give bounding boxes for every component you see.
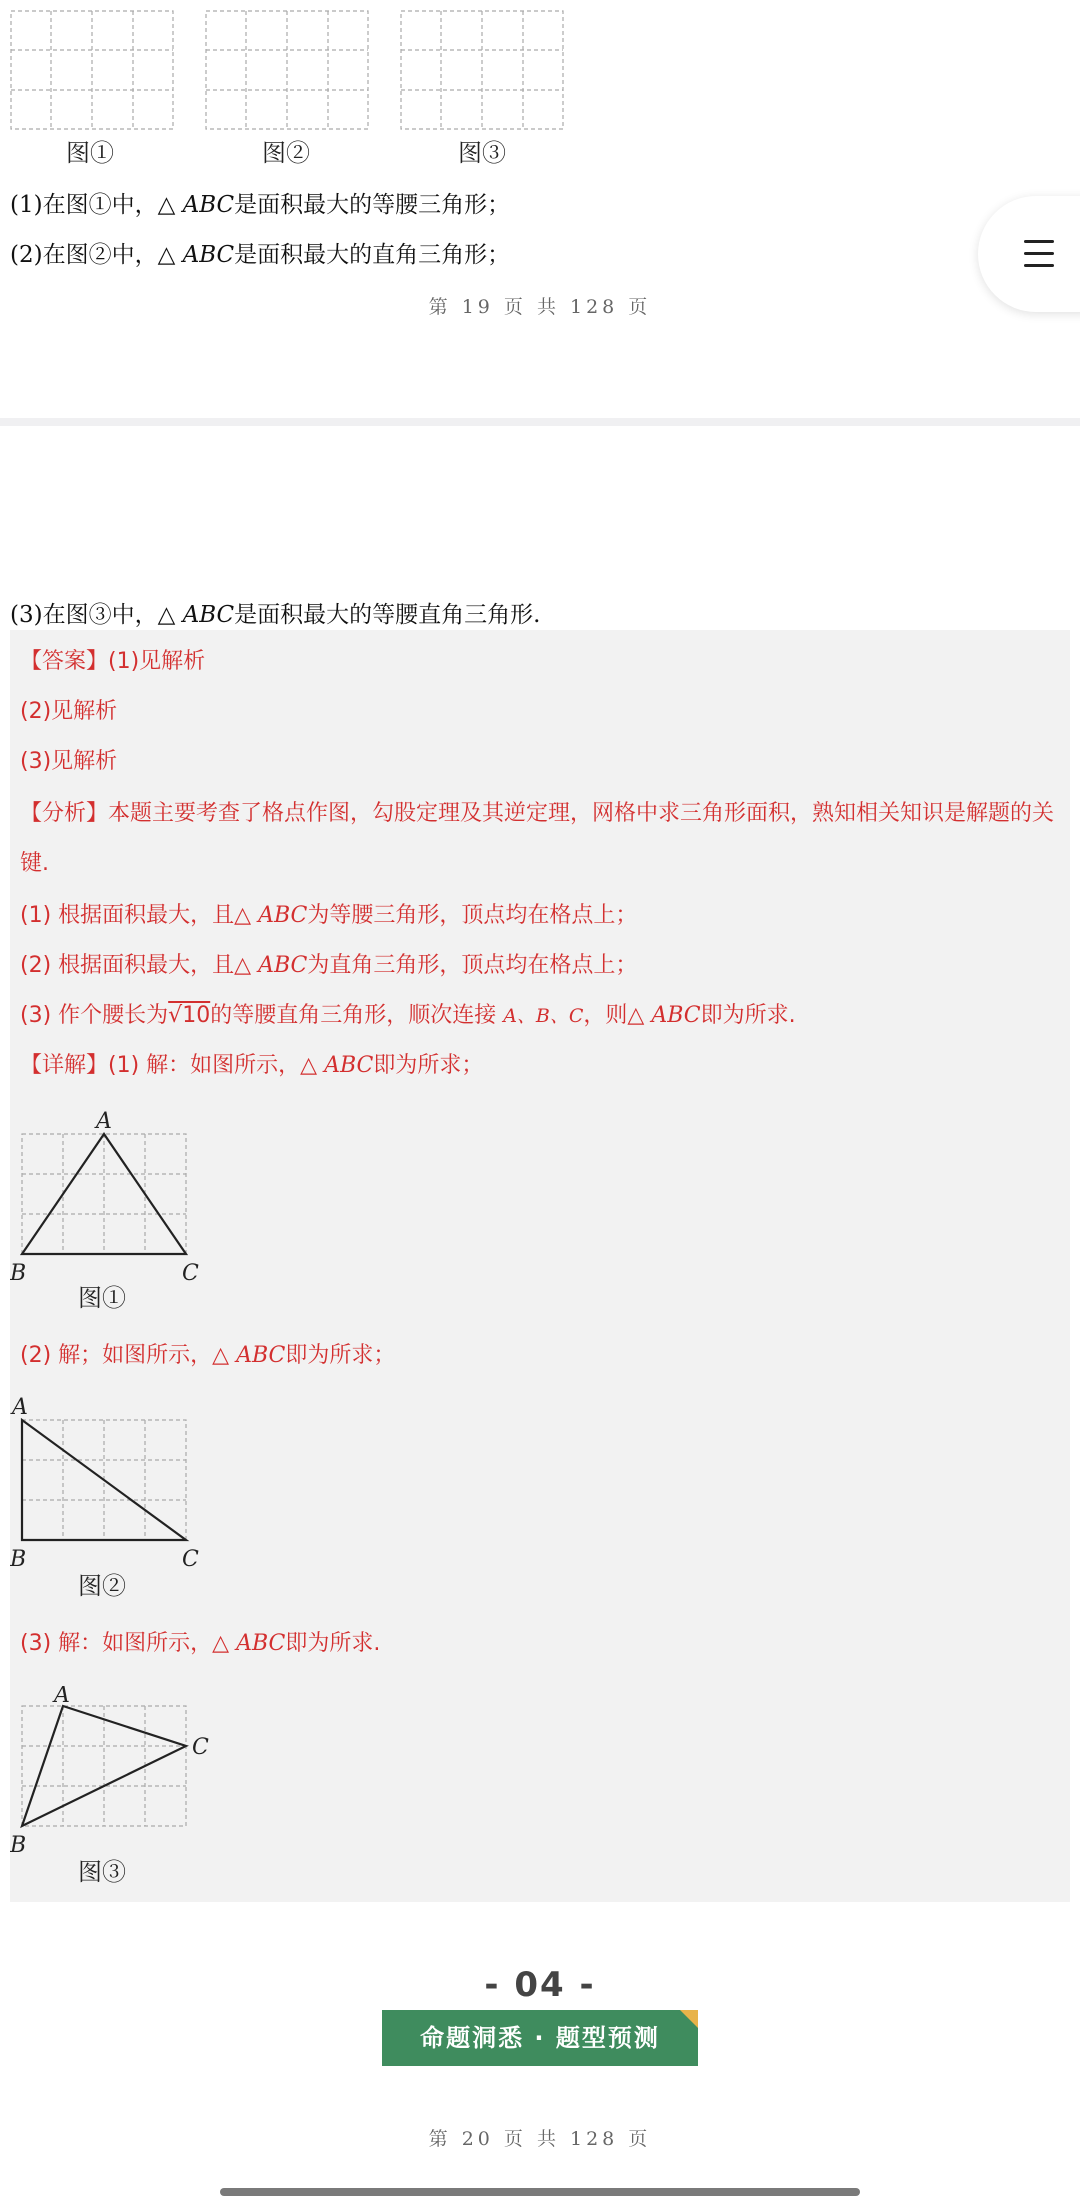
detail-line: 【详解】(1) 解：如图所示，△ ABC即为所求； <box>20 1053 484 1078</box>
analysis-line-1: 【分析】本题主要考查了格点作图，勾股定理及其逆定理，网格中求三角形面积，熟知相关知识是解题的关 <box>20 801 1055 826</box>
empty-grid-2 <box>205 10 369 130</box>
solution-figure-1-label: 图① <box>78 1284 126 1312</box>
fig2-vertex-a: A <box>12 1396 28 1420</box>
solution-figure-2 <box>10 1396 210 1576</box>
solution-figure-3-label: 图③ <box>78 1858 126 1886</box>
analysis-step-1: (1) 根据面积最大，且△ ABC为等腰三角形，顶点均在格点上； <box>20 903 638 928</box>
fig3-vertex-b: B <box>10 1833 27 1856</box>
fig1-vertex-c: C <box>182 1261 199 1286</box>
solution-line-3: (3) 解：如图所示，△ ABC即为所求. <box>20 1631 381 1656</box>
solution-line-2: (2) 解；如图所示，△ ABC即为所求； <box>20 1343 396 1368</box>
solution-figure-2-label: 图② <box>78 1572 126 1600</box>
empty-grid-1 <box>10 10 174 130</box>
section-number: - 04 - <box>484 1965 596 2005</box>
section-banner <box>382 2010 698 2066</box>
fig2-vertex-c: C <box>182 1547 199 1572</box>
figure-label-3: 图③ <box>458 139 506 167</box>
answer-line-3: (3)见解析 <box>20 749 118 774</box>
sqrt-10: √10 <box>168 1003 211 1028</box>
home-indicator[interactable] <box>220 2188 860 2196</box>
figure-label-1: 图① <box>66 139 114 167</box>
analysis-line-2: 键. <box>20 851 49 876</box>
banner-corner-decoration <box>680 2010 698 2028</box>
question-part-1: (1)在图①中，△ ABC是面积最大的等腰三角形； <box>10 192 511 218</box>
page-number-20: 第 20 页 共 128 页 <box>428 2128 652 2150</box>
figure-label-2: 图② <box>262 139 310 167</box>
analysis-step-3: (3) 作个腰长为√10的等腰直角三角形，顺次连接 A、B、C，则△ ABC即为所求. <box>20 1003 796 1028</box>
fig2-vertex-b: B <box>10 1547 27 1572</box>
analysis-step-2: (2) 根据面积最大，且△ ABC为直角三角形，顶点均在格点上； <box>20 953 638 978</box>
answer-line-2: (2)见解析 <box>20 699 118 724</box>
answer-line-1: 【答案】(1)见解析 <box>20 649 206 674</box>
question-part-2: (2)在图②中，△ ABC是面积最大的直角三角形； <box>10 242 511 268</box>
fig1-vertex-b: B <box>10 1261 27 1286</box>
page-separator <box>0 418 1080 426</box>
solution-figure-1 <box>10 1110 210 1290</box>
page-number-19: 第 19 页 共 128 页 <box>428 296 652 318</box>
empty-grid-3 <box>400 10 564 130</box>
section-title: 命题洞悉 · 题型预测 <box>420 2024 660 2052</box>
answer-panel <box>10 630 1070 1902</box>
question-part-3: (3)在图③中，△ ABC是面积最大的等腰直角三角形. <box>10 602 541 628</box>
fig3-vertex-a: A <box>54 1686 70 1708</box>
fig3-vertex-c: C <box>192 1735 209 1760</box>
fig1-vertex-a: A <box>96 1110 112 1134</box>
solution-figure-3 <box>10 1686 230 1856</box>
